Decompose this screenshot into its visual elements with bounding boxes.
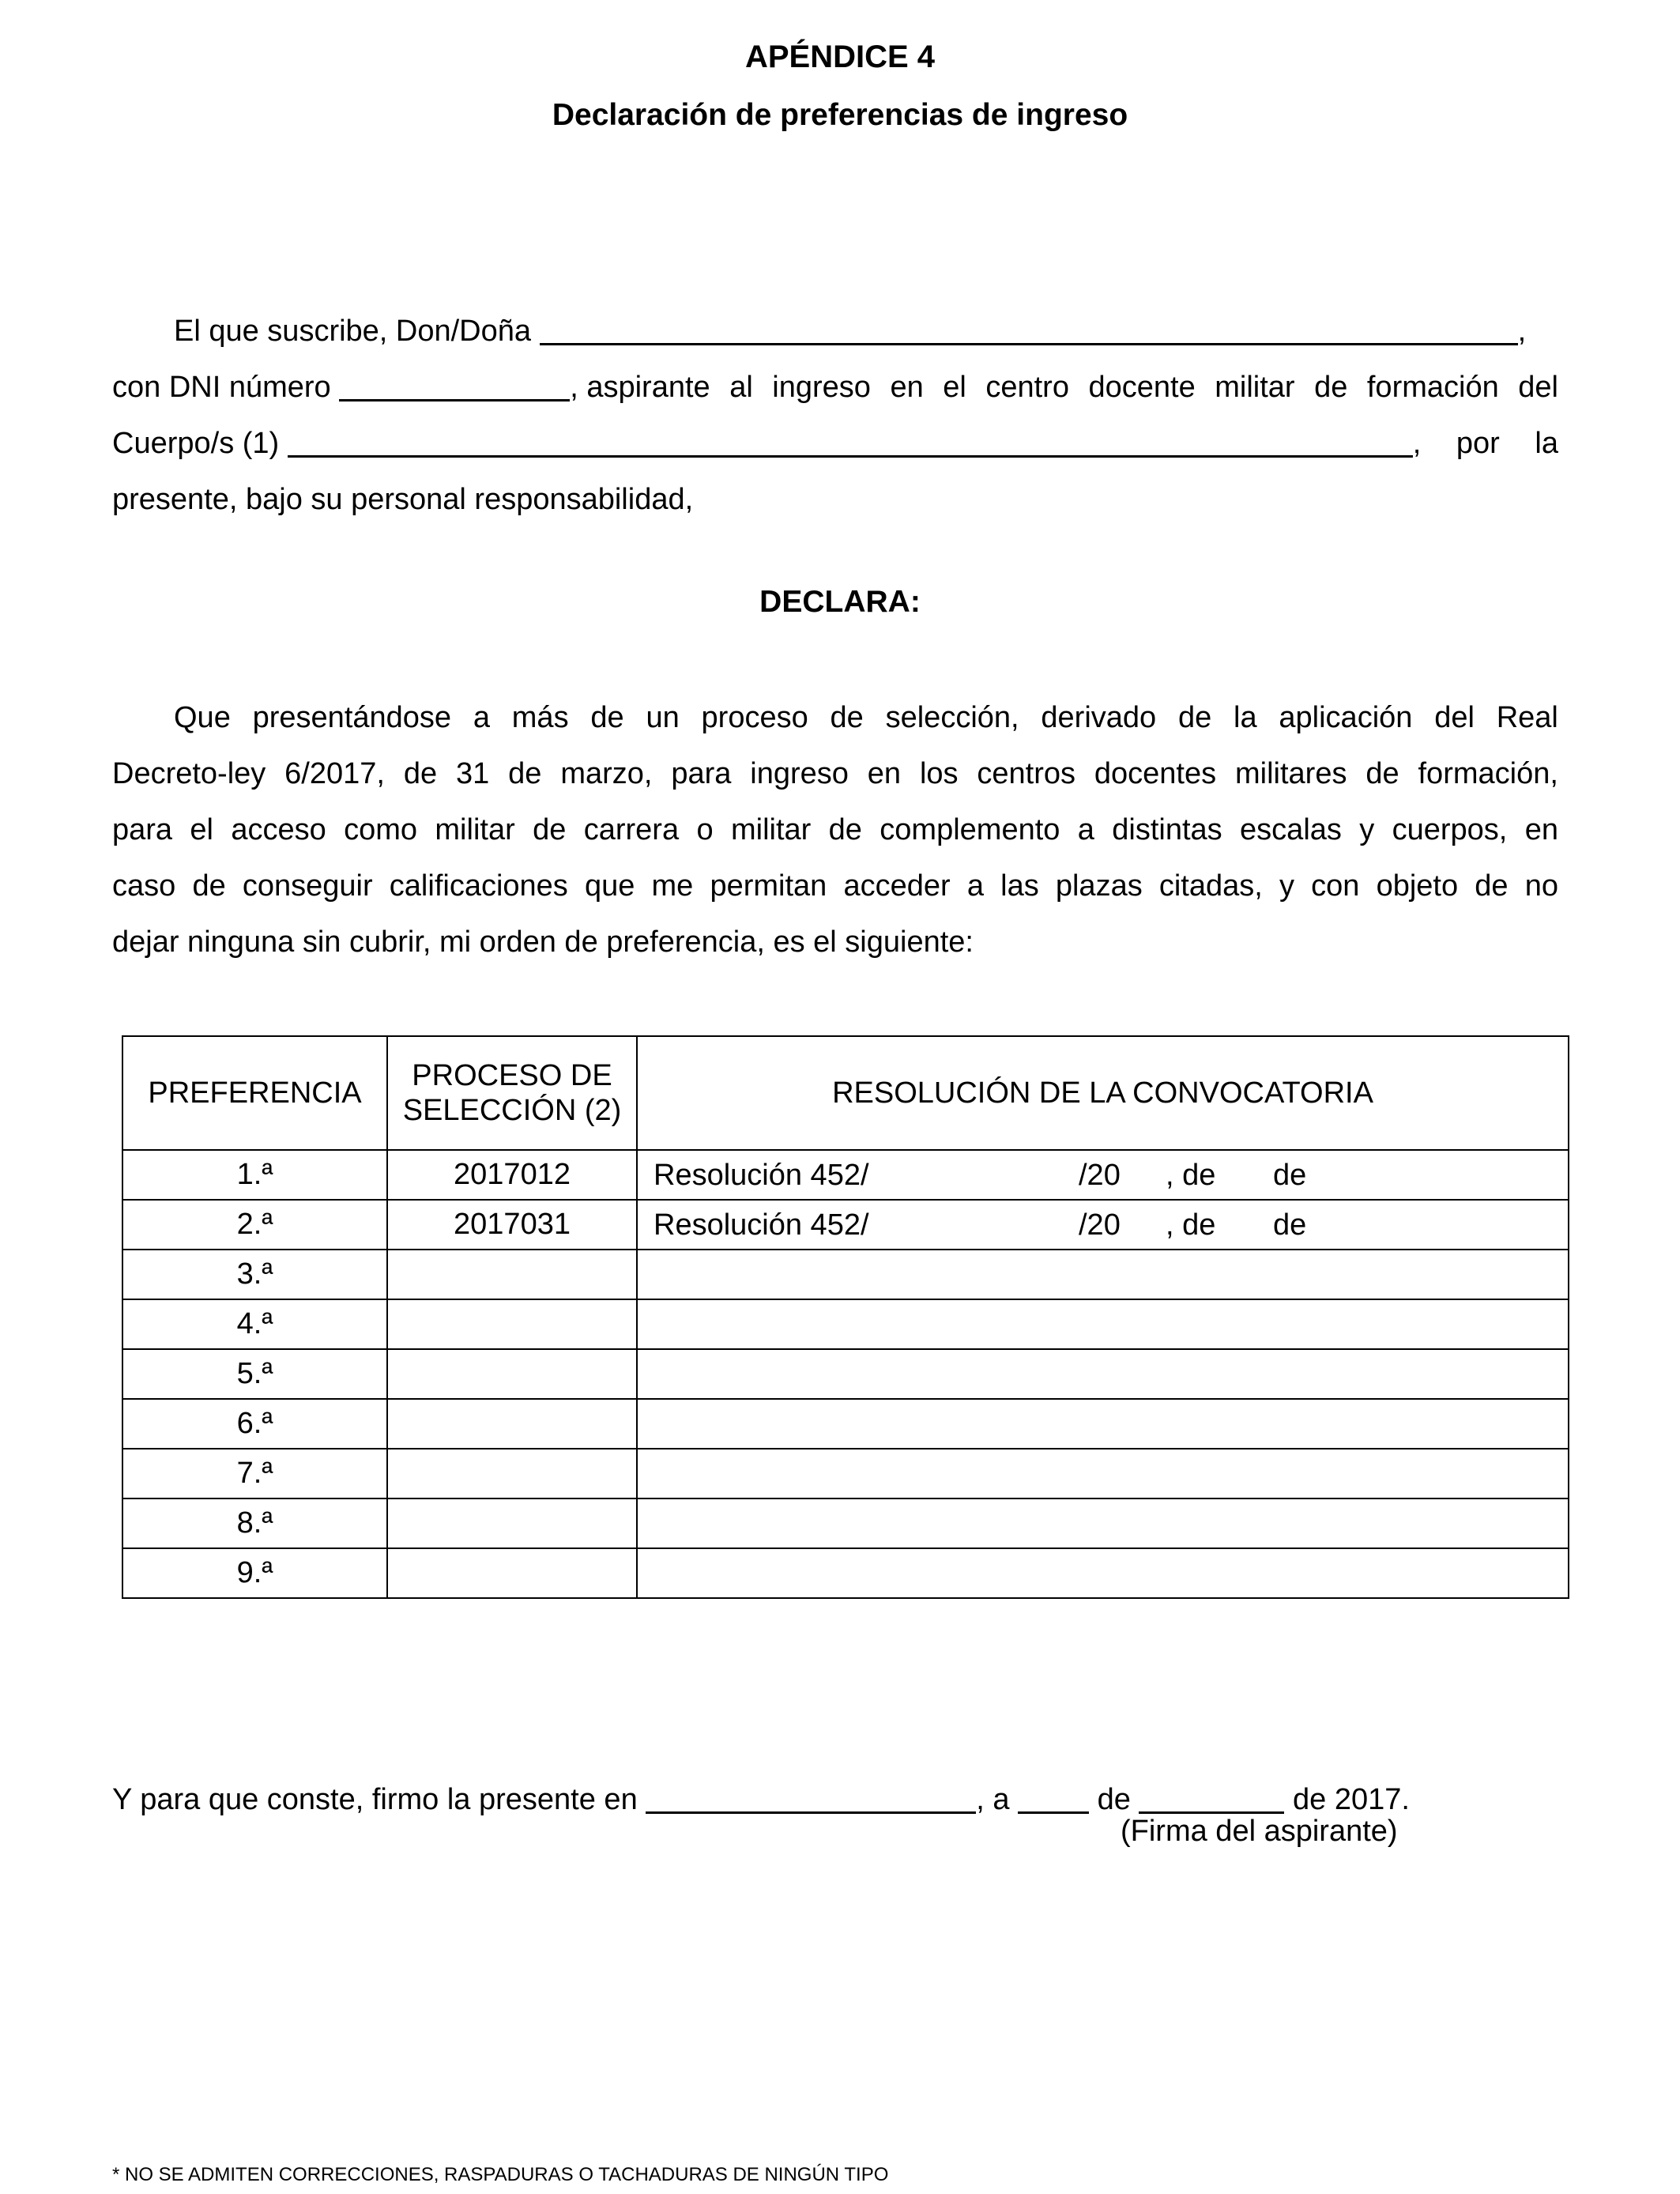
body-word: de (830, 701, 864, 734)
body-word: 31 (456, 757, 490, 790)
proceso-cell[interactable]: 2017012 (387, 1150, 637, 1200)
resolucion-content (638, 1499, 1568, 1547)
resolucion-cell[interactable] (637, 1349, 1569, 1399)
body-word: aplicación (1279, 701, 1413, 734)
body-word: un (646, 701, 680, 734)
resolucion-prefix: Resolución 452/ (654, 1159, 869, 1192)
resolucion-cell[interactable] (637, 1399, 1569, 1449)
resolucion-de: , de (1166, 1159, 1216, 1192)
declara-heading: DECLARA: (759, 585, 921, 619)
preferences-table (122, 1035, 1569, 1599)
resolucion-content (638, 1350, 1568, 1398)
body-word: de (1475, 869, 1509, 903)
body-word: de (403, 757, 438, 790)
body-word: citadas, (1158, 869, 1263, 903)
body-word: centros (977, 757, 1076, 790)
body-line (112, 746, 1558, 802)
body-word: cuerpos, (1392, 813, 1508, 846)
body-word: presentándose (252, 701, 452, 734)
dni-label-group (112, 360, 710, 416)
body-word: conseguir (242, 869, 373, 903)
table-header-row (122, 1036, 1569, 1150)
table-row (122, 1449, 1569, 1498)
table-row (122, 1250, 1569, 1299)
resolucion-year: /20 (1079, 1159, 1121, 1192)
closing-text-d: de 2017. (1293, 1783, 1410, 1816)
body-word: militares (1235, 757, 1347, 790)
line2-word: docente (1088, 371, 1196, 404)
resolucion-cell[interactable] (637, 1250, 1569, 1299)
body-word: derivado (1041, 701, 1157, 734)
header-preferencia: PREFERENCIA (122, 1036, 387, 1150)
body-word: de (1365, 757, 1399, 790)
body-word: o (696, 813, 714, 846)
body-word: calificaciones (389, 869, 568, 903)
body-word: el (190, 813, 213, 846)
intro-line-2 (112, 360, 1558, 416)
day-field[interactable] (1018, 1780, 1089, 1814)
body-word: de (533, 813, 567, 846)
proceso-cell[interactable] (387, 1250, 637, 1299)
line2-word: en (890, 371, 924, 404)
body-word: escalas (1240, 813, 1342, 846)
body-word: carrera (583, 813, 680, 846)
body-word: complemento (880, 813, 1060, 846)
line2-word: ingreso (772, 371, 871, 404)
resolucion-cell[interactable] (637, 1548, 1569, 1598)
body-word: distintas (1112, 813, 1222, 846)
line2-word: el (943, 371, 966, 404)
preference-cell: 9.ª (122, 1548, 387, 1598)
proceso-cell[interactable] (387, 1399, 637, 1449)
line2-word: militar (1215, 371, 1295, 404)
resolucion-content (638, 1250, 1568, 1299)
comma: , (1517, 315, 1527, 348)
intro-line-3 (112, 416, 1558, 472)
preference-cell: 6.ª (122, 1399, 387, 1449)
resolucion-cell[interactable] (637, 1498, 1569, 1548)
body-word: a (1077, 813, 1094, 846)
body-word: de (508, 757, 542, 790)
resolucion-de: , de (1166, 1208, 1216, 1242)
body-word: en (1524, 813, 1558, 846)
body-word: acceder (843, 869, 951, 903)
body-word: en (867, 757, 902, 790)
body-word: a (473, 701, 490, 734)
resolucion-content (638, 1300, 1568, 1348)
resolucion-content (638, 1201, 1568, 1249)
body-word: la (1234, 701, 1257, 734)
cuerpo-label: Cuerpo/s (1) (112, 427, 280, 460)
preference-cell: 5.ª (122, 1349, 387, 1399)
proceso-cell[interactable] (387, 1449, 637, 1498)
signature-caption: (Firma del aspirante) (1121, 1815, 1398, 1848)
comma: , (1412, 427, 1422, 460)
body-word: para (112, 813, 173, 846)
dni-label: con DNI número (112, 371, 331, 404)
resolucion-content (638, 1549, 1568, 1597)
table-row (122, 1150, 1569, 1200)
table-row (122, 1498, 1569, 1548)
resolucion-year: /20 (1079, 1208, 1121, 1242)
body-word: para (671, 757, 732, 790)
body-word: como (344, 813, 418, 846)
body-word: militar (730, 813, 812, 846)
proceso-cell[interactable] (387, 1548, 637, 1598)
preference-cell: 7.ª (122, 1449, 387, 1498)
resolucion-cell[interactable] (637, 1200, 1569, 1250)
line2-word: al (729, 371, 753, 404)
preference-cell: 2.ª (122, 1200, 387, 1250)
appendix-title: APÉNDICE 4 (744, 40, 936, 74)
proceso-cell[interactable] (387, 1299, 637, 1349)
resolucion-prefix: Resolución 452/ (654, 1208, 869, 1242)
body-word: proceso (701, 701, 808, 734)
footnote: * NO SE ADMITEN CORRECCIONES, RASPADURAS O TACHADURAS DE NINGÚN TIPO (112, 2164, 889, 2185)
body-word: no (1524, 869, 1558, 903)
body-word: de (828, 813, 862, 846)
body-line (112, 690, 1558, 746)
place-field[interactable] (646, 1780, 976, 1814)
body-line (112, 802, 1558, 858)
body-word: y (1279, 869, 1294, 903)
body-word: las (1000, 869, 1039, 903)
resolucion-content (638, 1151, 1568, 1199)
line2-word: del (1518, 371, 1558, 404)
body-word: permitan (710, 869, 827, 903)
closing-text-c: de (1097, 1783, 1131, 1816)
intro-line-4: presente, bajo su personal responsabilidad, (112, 483, 694, 516)
body-word: de (1177, 701, 1212, 734)
proceso-cell[interactable] (387, 1498, 637, 1548)
line2-word: centro (985, 371, 1069, 404)
body-word: marzo, (560, 757, 653, 790)
document-subtitle: Declaración de preferencias de ingreso (552, 98, 1128, 132)
month-field[interactable] (1139, 1780, 1284, 1814)
intro-paragraph (112, 303, 1558, 528)
body-word: del (1434, 701, 1475, 734)
declaration-body (112, 690, 1558, 971)
body-word: caso (112, 869, 176, 903)
body-word: y (1359, 813, 1375, 846)
proceso-cell[interactable] (387, 1349, 637, 1399)
body-word: acceso (231, 813, 326, 846)
closing-text-a: Y para que conste, firmo la presente en (112, 1783, 638, 1816)
preference-cell: 4.ª (122, 1299, 387, 1349)
body-word: plazas (1055, 869, 1143, 903)
closing-text-b: , a (976, 1783, 1010, 1816)
body-word: ingreso (750, 757, 849, 790)
table-row (122, 1299, 1569, 1349)
resolucion-content (638, 1400, 1568, 1448)
header-proceso: PROCESO DE SELECCIÓN (2) (387, 1036, 637, 1150)
line2-word: de (1314, 371, 1348, 404)
table-row (122, 1200, 1569, 1250)
body-word: Decreto-ley (112, 757, 266, 790)
body-word: más (511, 701, 569, 734)
table-row (122, 1548, 1569, 1598)
table-row (122, 1349, 1569, 1399)
body-word: objeto (1376, 869, 1459, 903)
intro-line-1 (112, 303, 1558, 360)
body-word: de (590, 701, 624, 734)
body-word: docentes (1094, 757, 1217, 790)
body-word: con (1311, 869, 1360, 903)
body-word: que (584, 869, 635, 903)
line3-word: por (1456, 427, 1500, 460)
resolucion-cell[interactable] (637, 1150, 1569, 1200)
body-word: los (919, 757, 959, 790)
body-word: formación, (1418, 757, 1558, 790)
preference-cell: 3.ª (122, 1250, 387, 1299)
proceso-cell[interactable]: 2017031 (387, 1200, 637, 1250)
preference-cell: 8.ª (122, 1498, 387, 1548)
resolucion-content (638, 1449, 1568, 1498)
header-resolucion: RESOLUCIÓN DE LA CONVOCATORIA (637, 1036, 1569, 1150)
resolucion-de-month: de (1273, 1159, 1307, 1192)
body-word: me (651, 869, 694, 903)
line2-word: formación (1366, 371, 1499, 404)
line2-word: , aspirante (570, 371, 710, 404)
dni-field[interactable] (339, 368, 570, 401)
cuerpo-field[interactable] (288, 424, 1413, 458)
body-word: Real (1496, 701, 1558, 734)
table-row (122, 1399, 1569, 1449)
body-word: selección, (885, 701, 1019, 734)
resolucion-cell[interactable] (637, 1299, 1569, 1349)
body-word: militar (435, 813, 515, 846)
line3-word: la (1535, 427, 1558, 460)
cuerpo-group (112, 416, 1421, 472)
preference-cell: 1.ª (122, 1150, 387, 1200)
body-word: a (966, 869, 984, 903)
resolucion-cell[interactable] (637, 1449, 1569, 1498)
body-word: Que (174, 701, 231, 734)
body-word: 6/2017, (284, 757, 385, 790)
body-word: de (192, 869, 226, 903)
intro-text-suscribe: El que suscribe, Don/Doña (174, 315, 532, 348)
resolucion-de-month: de (1273, 1208, 1307, 1242)
body-line (112, 858, 1558, 914)
body-line-last: dejar ninguna sin cubrir, mi orden de preferencia, es el siguiente: (112, 925, 974, 959)
name-field[interactable] (540, 311, 1518, 345)
